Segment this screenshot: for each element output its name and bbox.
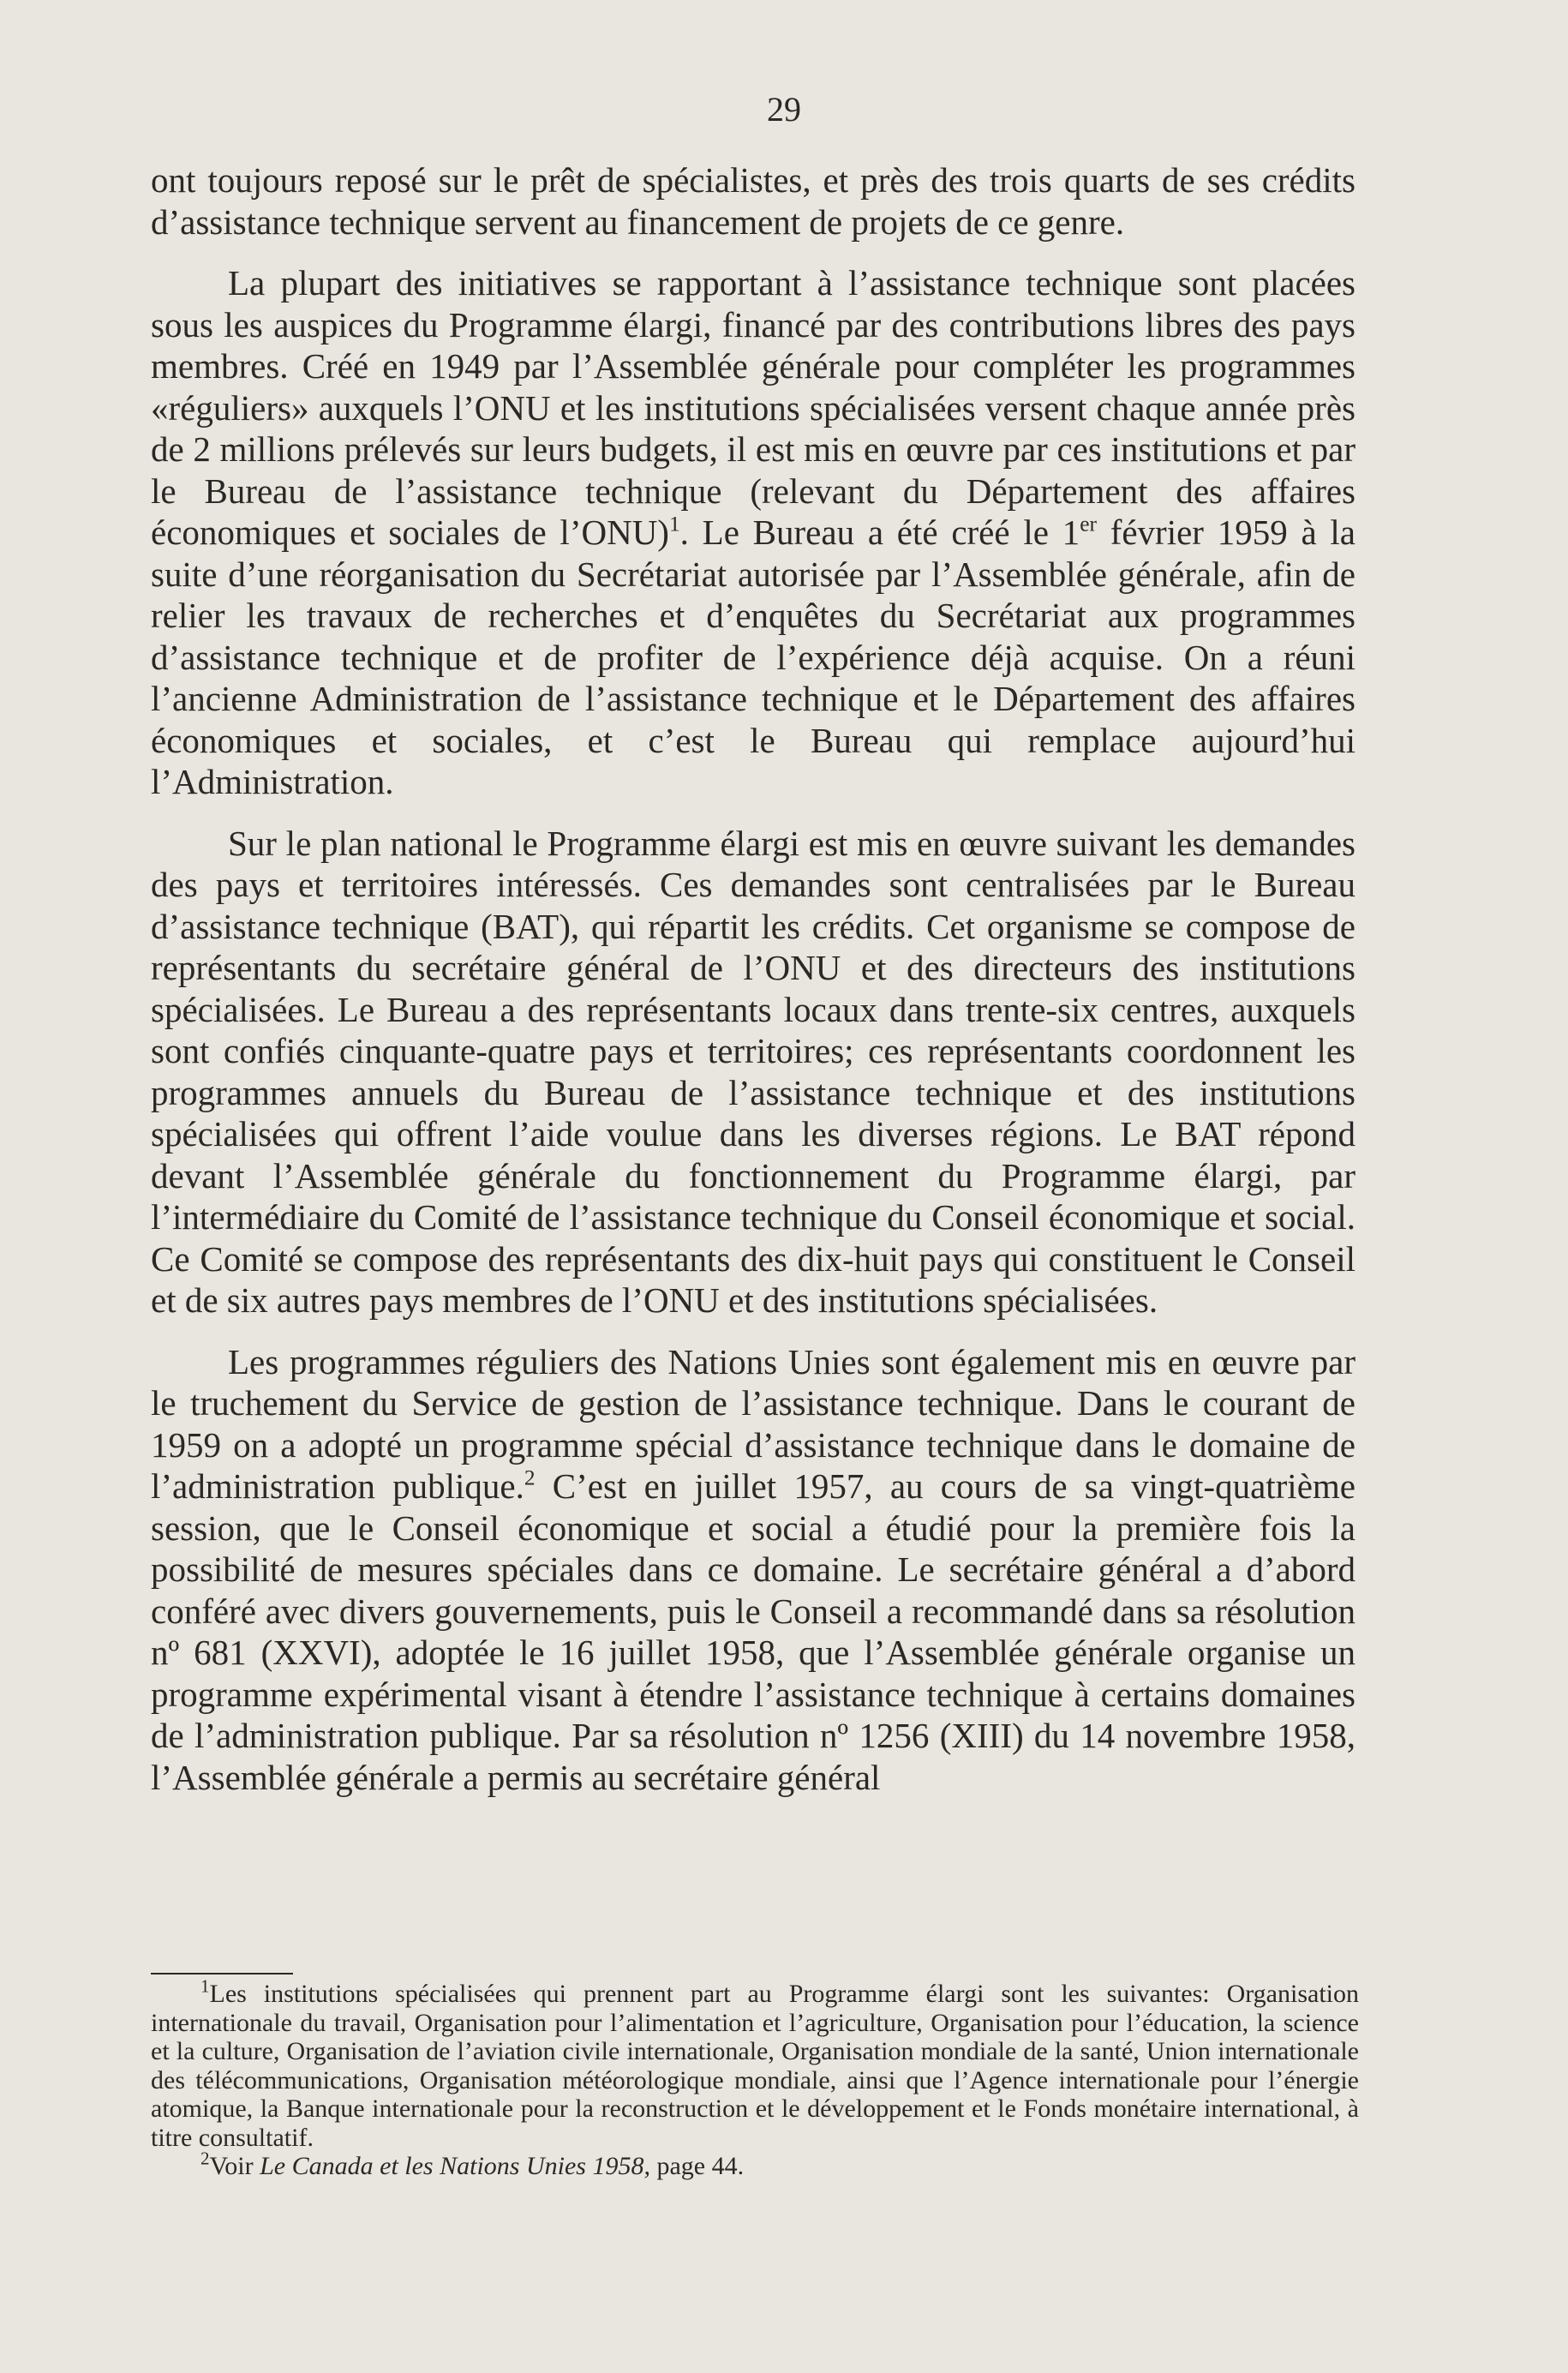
footnote-mark-2: 2 xyxy=(200,2148,210,2169)
footnote-mark-1: 1 xyxy=(200,1975,210,1997)
footnote-2-suffix: page 44. xyxy=(649,2152,745,2180)
footnotes xyxy=(151,1975,1359,2181)
footnote-2 xyxy=(151,2148,1359,2181)
footnote-2-prefix: Voir xyxy=(209,2152,260,2180)
page-number: 29 xyxy=(767,90,801,129)
ordinal-superscript: er xyxy=(1080,512,1097,536)
footnote-1 xyxy=(151,1975,1359,2152)
footnote-divider xyxy=(151,1973,293,1975)
body-text xyxy=(151,159,1356,1818)
paragraph-continuation: ont toujours reposé sur le prêt de spécialistes, et près des trois quarts de ses crédits d’assistance technique servent au financement de projets de ce genre. xyxy=(151,160,1356,242)
footnote-reference-1: 1 xyxy=(668,512,680,536)
paragraph-programme-elargi xyxy=(151,262,1356,803)
paragraph-plan-national: Sur le plan national le Programme élargi est mis en œuvre suivant les demandes des pays et territoires intéressés. Ces demandes sont centralisées par le Bureau d’assistance technique (BAT), qui répartit les crédits. Cet organisme se compose de représentants du secrétaire général de l’ONU et des directeurs des institutions spécialisées. Le Bureau a des représentants locaux dans trente-six centres, auxquels sont confiés cinquante-quatre pays et territoires; ces représentants coordonnent les programmes annuels du Bureau de l’assistance technique et des institutions spécialisées qui offrent l’aide voulue dans les diverses régions. Le BAT répond devant l’Assemblée générale du fonctionnement du Programme élargi, par l’intermédiaire du Comité de l’assistance technique du Conseil économique et social. Ce Comité se compose des représentants des dix-huit pays qui constituent le Conseil et de six autres pays membres de l’ONU et des institutions spécialisées. xyxy=(151,823,1356,1320)
paragraph-text: C’est en juillet 1957, au cours de sa vingt-quatrième session, que le Conseil économique et social a étudié pour la première fois la possibilité de mesures spéciales dans ce domaine. Le secrétaire général a d’abord conféré avec divers gouvernements, puis le Conseil a recommandé dans sa résolution nº 681 (XXVI), adoptée le 16 juillet 1958, que l’Assemblée générale organise un programme expérimental visant à étendre l’assistance technique à certains domaines de l’administration publique. Par sa résolution nº 1256 (XIII) du 14 novembre 1958, l’Assemblée générale a permis au secrétaire général xyxy=(151,1466,1356,1797)
footnote-2-title: Le Canada et les Nations Unies 1958, xyxy=(260,2152,650,2180)
paragraph-text: février 1959 à la suite d’une réorganisation du Secrétariat autorisée par l’Assemblée générale, afin de relier les travaux de recherches et d’enquêtes du Secrétariat aux programmes d’assistance technique et de profiter de l’expérience déjà acquise. On a réuni l’ancienne Administration de l’assistance technique et le Département des affaires économiques et sociales, et c’est le Bureau qui remplace aujourd’hui l’Administration. xyxy=(151,512,1356,801)
paragraph-programmes-reguliers xyxy=(151,1341,1356,1799)
paragraph-text: La plupart des initiatives se rapportant à l’assistance technique sont placées sous les auspices du Programme élargi, financé par des contributions libres des pays membres. Créé en 1949 par l’Assemblée générale pour compléter les programmes «réguliers» auxquels l’ONU et les institutions spécialisées versent chaque année près de 2 millions prélevés sur leurs budgets, il est mis en œuvre par ces institutions et par le Bureau de l’assistance technique (relevant du Département des affaires économiques et sociales de l’ONU) xyxy=(151,263,1356,552)
paragraph-text: . Le Bureau a été créé le 1 xyxy=(679,512,1080,552)
footnote-1-text: Les institutions spécialisées qui prennent part au Programme élargi sont les suivantes: Organisation internationale du travail, Organisation pour l’alimentation et l’agriculture, Organisation pour l’éducation, la science et la culture, Organisation de l’aviation civile internationale, Organisation mondiale de la santé, Union internationale des télécommunications, Organisation météorologique mondiale, ainsi que l’Agence internationale pour l’énergie atomique, la Banque internationale pour la reconstruction et le développement et le Fonds monétaire international, à titre consultatif. xyxy=(151,1980,1359,2152)
footnote-reference-2: 2 xyxy=(524,1465,536,1490)
paragraph-text: Les programmes réguliers des Nations Unies sont également mis en œuvre par le truchement du Service de gestion de l’assistance technique. Dans le courant de 1959 on a adopté un programme spécial d’assistance technique dans le domaine de l’administration publique. xyxy=(151,1341,1356,1506)
